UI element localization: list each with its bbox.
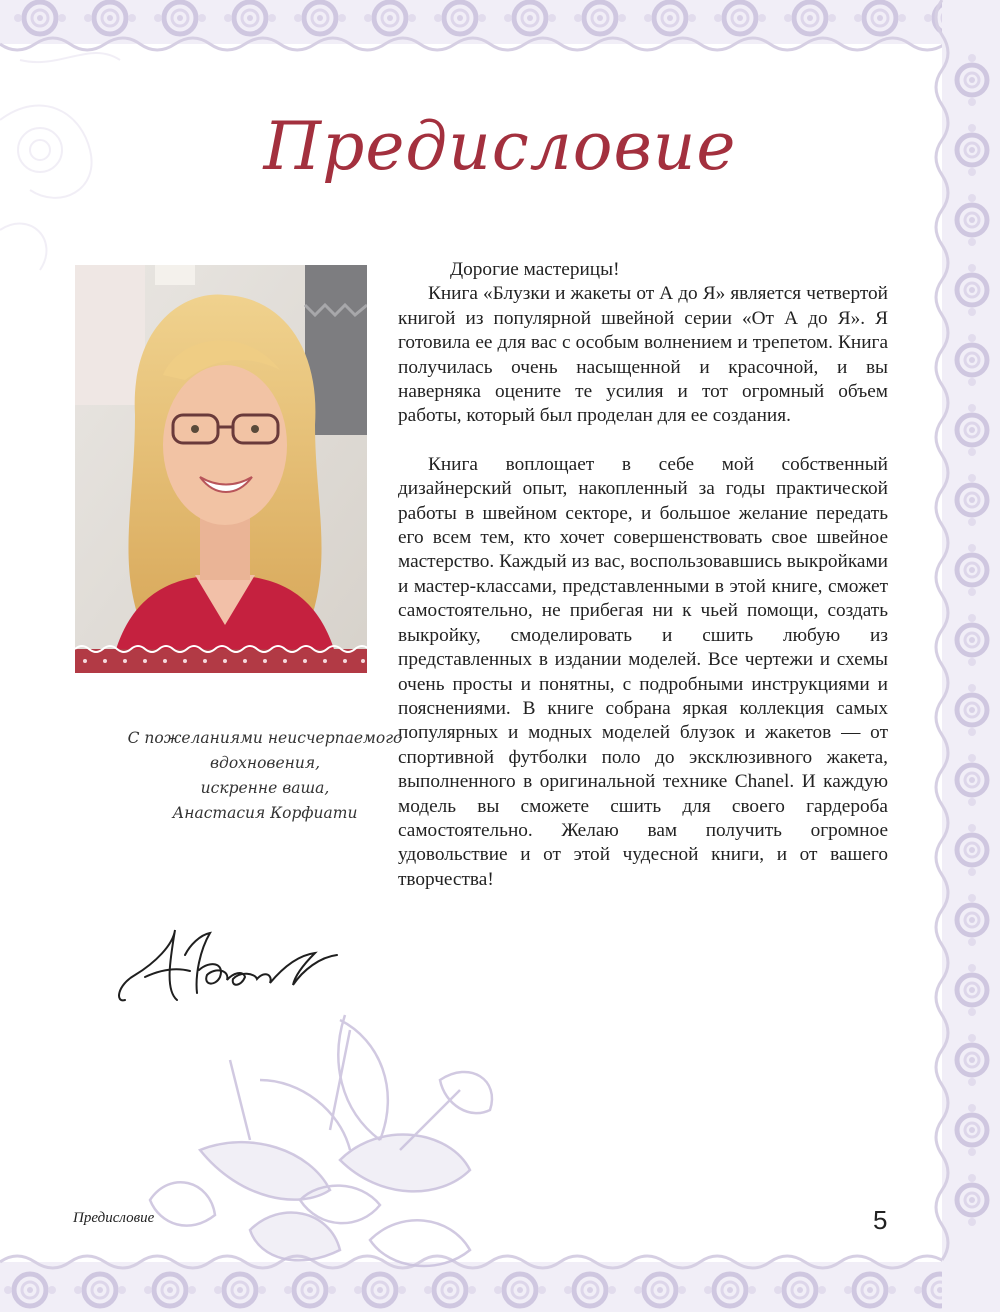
- author-photo: [75, 265, 367, 673]
- wishes-line-4: Анастасия Корфиати: [172, 804, 358, 822]
- wishes-line-1: С пожеланиями неисчерпаемого: [127, 729, 403, 747]
- paragraph-2: Книга воплощает в себе мой собственный дизайнерский опыт, накопленный за годы практической работы в швейном секторе, и большое желание передать его всем тем, кто хочет совершенствовать свое швейное мастерство. Каждый из вас, воспользовавшись выкройками и мастер-классами, представленными в этой книге, сможет самостоятельно, не прибегая ни к чьей помощи, создать выкройку, смоделировать и сшить любую из представленных в издании моделей. Все чертежи и схемы очень просты и понятны, с подробными инструкциями и пояснениями. В книге собрана яркая коллекция самых популярных и модных моделей блузок и жакетов — от спортивной футболки поло до эксклюзивного жакета, выполненного в оригинальной технике Chanel. И каждую модель вы сможете сшить для своего гардероба самостоятельно. Желаю вам получить огромное удовольствие и от этой чудесной книги, и от вашего творчества!: [398, 453, 888, 890]
- page-number: 5: [873, 1205, 888, 1235]
- author-wishes: [75, 726, 455, 826]
- paragraph-1: Книга «Блузки и жакеты от А до Я» является четвертой книгой из популярной швейной серии «От А до Я». Я готовила ее для вас с особым волнением и трепетом. Книга получилась очень насыщенной и красочной, и вы наверняка оцените те усилия и тот огромный объем работы, который был проделан для ее создания.: [398, 283, 888, 427]
- author-signature: [115, 915, 345, 1010]
- wishes-line-2: вдохновения,: [209, 754, 321, 772]
- footer-section-label: Предисловие: [73, 1210, 155, 1226]
- foreword-body: [398, 258, 888, 892]
- page-title: Предисловие: [263, 108, 737, 185]
- wishes-line-3: искренне ваша,: [200, 779, 330, 797]
- greeting: Дорогие мастерицы!: [450, 259, 620, 280]
